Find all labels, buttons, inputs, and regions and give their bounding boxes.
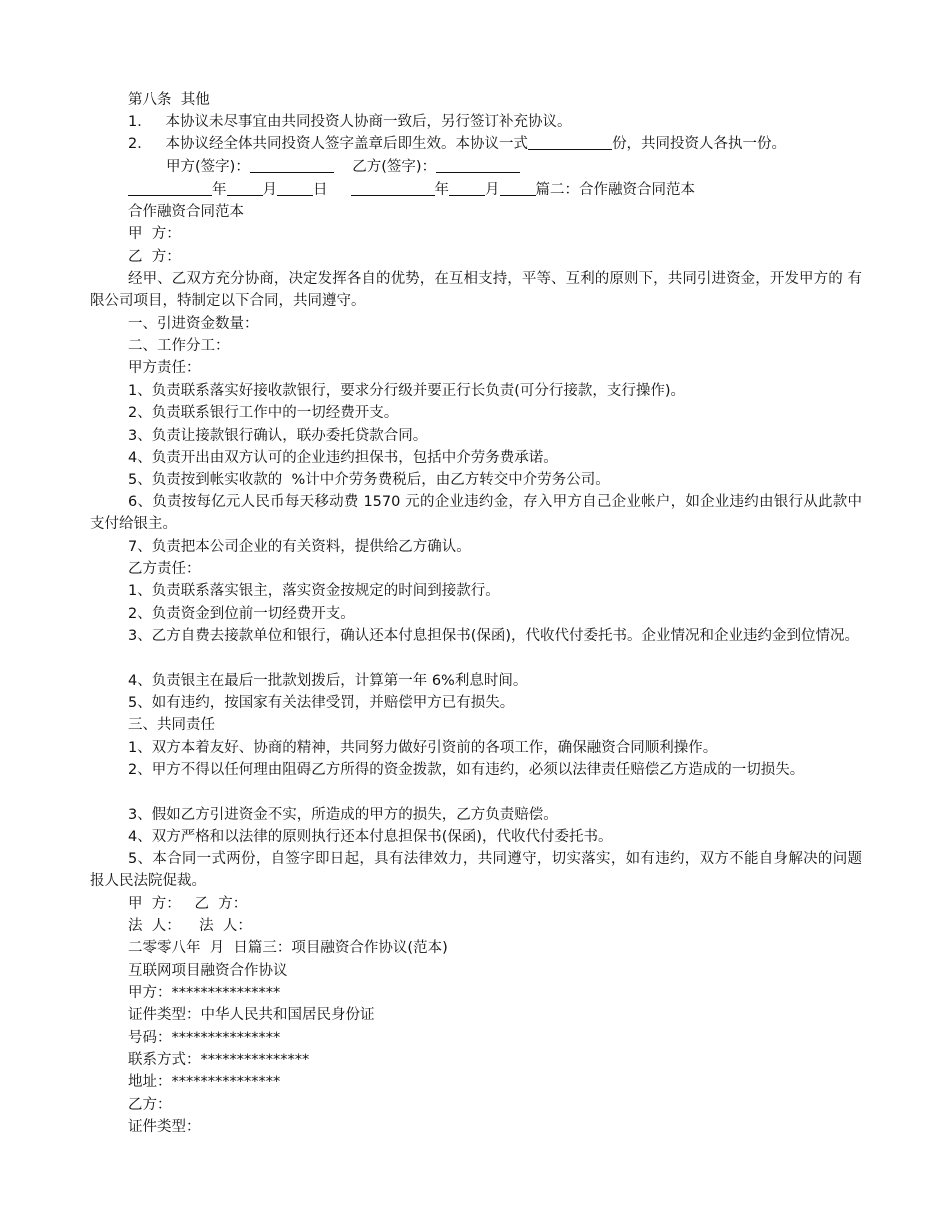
contact-field: 联系方式：*************** xyxy=(128,1052,310,1068)
party-a-field: 甲方：*************** xyxy=(128,985,281,1001)
party-a-duty-2: 2、负责联系银行工作中的一切经费开支。 xyxy=(128,405,399,421)
address-field: 地址：*************** xyxy=(128,1074,281,1090)
clause-2: 2． 本协议经全体共同投资人签字盖章后即生效。本协议一式 份，共同投资人各执一份。 xyxy=(128,133,786,155)
party-b-duty-3: 3、乙方自费去接款单位和银行，确认还本付息担保书(保函)，代收代付委托书。企业情况和企业违约金到位情况。 xyxy=(128,628,860,644)
signature-line: 甲方(签字)： 乙方(签字)： xyxy=(166,156,520,178)
party-b-duty-2: 2、负责资金到位前一切经费开支。 xyxy=(128,606,355,622)
party-a-duties-heading: 甲方责任： xyxy=(128,360,201,376)
article-8-heading: 第八条 其他 xyxy=(128,92,210,108)
joint-duty-4: 4、双方严格和以法律的原则执行还本付息担保书(保函)，代收代付委托书。 xyxy=(128,829,613,845)
party-a-signature-blank xyxy=(250,156,334,173)
section-1-heading: 一、引进资金数量： xyxy=(128,316,259,332)
joint-duty-3: 3、假如乙方引进资金不实，所造成的甲方的损失，乙方负责赔偿。 xyxy=(128,807,558,823)
joint-duty-5: 5、本合同一式两份，自签字即日起，具有法律效力，共同遵守，切实落实，如有违约，双方不能自身解决的问题报人民法院促裁。 xyxy=(90,851,862,890)
party-a-label: 甲 方： xyxy=(128,226,181,242)
party-b-label: 乙 方： xyxy=(128,249,181,265)
party-b-field: 乙方： xyxy=(128,1097,172,1113)
signature-legal-persons: 法 人： 法 人： xyxy=(128,918,252,934)
section-3-heading: 三、共同责任 xyxy=(128,717,215,733)
joint-duty-2: 2、甲方不得以任何理由阻碍乙方所得的资金拨款，如有违约，必须以法律责任赔偿乙方造成的一切损失。 xyxy=(128,762,805,778)
party-a-duty-6: 6、负责按每亿元人民币每天移动费 1570 元的企业违约金，存入甲方自己企业帐户，如企业违约由银行从此款中支付给银主。 xyxy=(90,494,862,533)
agreement-title: 互联网项目融资合作协议 xyxy=(128,963,288,979)
joint-duty-1: 1、双方本着友好、协商的精神，共同努力做好引资前的各项工作，确保融资合同顺利操作。 xyxy=(128,740,718,756)
section-2-heading: 二、工作分工： xyxy=(128,338,230,354)
party-b-duty-4: 4、负责银主在最后一批款划拨后，计算第一年 6%利息时间。 xyxy=(128,673,528,689)
party-b-duty-1: 1、负责联系落实银主，落实资金按规定的时间到接款行。 xyxy=(128,583,500,599)
party-a-duty-7: 7、负责把本公司企业的有关资料，提供给乙方确认。 xyxy=(128,539,471,555)
party-a-duty-3: 3、负责让接款银行确认，联办委托贷款合同。 xyxy=(128,428,428,444)
preamble-paragraph: 经甲、乙双方充分协商，决定发挥各自的优势，在互相支持，平等、互利的原则下，共同引进资金，开发甲方的 有限公司项目，特制定以下合同，共同遵守。 xyxy=(90,271,862,310)
id-type-field: 证件类型：中华人民共和国居民身份证 xyxy=(128,1007,375,1023)
id-number-field: 号码：*************** xyxy=(128,1030,281,1046)
date-line: 年 月 日 年 月 篇二：合作融资合同范本 xyxy=(128,179,695,201)
signature-parties: 甲 方： 乙 方： xyxy=(128,896,248,912)
party-a-duty-4: 4、负责开出由双方认可的企业违约担保书，包括中介劳务费承诺。 xyxy=(128,450,558,466)
copies-blank xyxy=(528,133,612,150)
party-b-duties-heading: 乙方责任： xyxy=(128,561,201,577)
party-b-duty-5: 5、如有违约，按国家有关法律受罚，并赔偿甲方已有损失。 xyxy=(128,695,515,711)
contract-title: 合作融资合同范本 xyxy=(128,204,244,220)
clause-1: 1． 本协议未尽事宜由共同投资人协商一致后，另行签订补充协议。 xyxy=(128,114,572,130)
party-b-signature-blank xyxy=(436,156,520,173)
date-and-part-3-title: 二零零八年 月 日篇三：项目融资合作协议(范本) xyxy=(128,940,448,956)
party-a-duty-1: 1、负责联系落实好接收款银行，要求分行级并要正行长负责(可分行接款，支行操作)。 xyxy=(128,383,686,399)
party-a-duty-5: 5、负责按到帐实收款的 %计中介劳务费税后，由乙方转交中介劳务公司。 xyxy=(128,472,610,488)
party-b-id-type-field: 证件类型： xyxy=(128,1119,201,1135)
